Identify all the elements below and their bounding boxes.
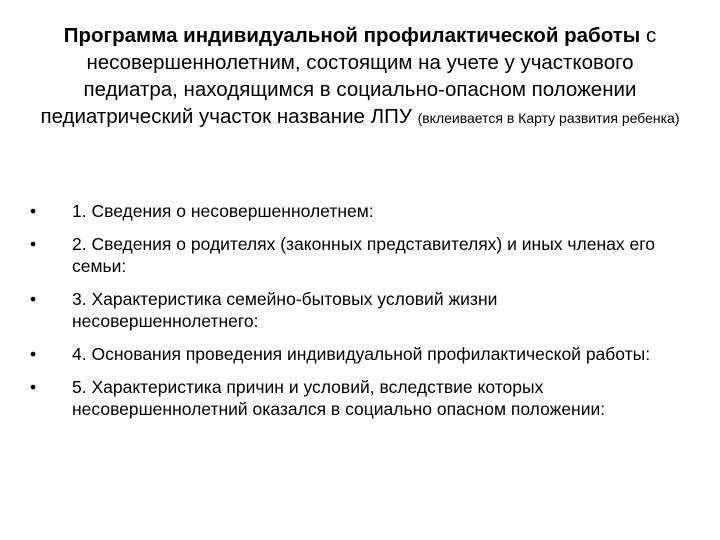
bullet-icon: • — [30, 377, 37, 397]
list-item-text: 5. Характеристика причин и условий, вследствие которых несовершеннолетний оказался в социально опасном положении: — [72, 377, 606, 419]
list-item-text: 2. Сведения о родителях (законных представителях) и иных членах его семьи: — [72, 234, 655, 276]
list-item — [30, 233, 680, 277]
list-item — [30, 200, 680, 222]
title-note: (вклеивается в Карту развития ребенка) — [417, 110, 680, 126]
bullet-icon: • — [30, 344, 37, 364]
slide-title — [40, 22, 680, 132]
list-item — [30, 376, 680, 420]
bullet-list — [30, 200, 680, 431]
list-item-text: 3. Характеристика семейно-бытовых условий жизни несовершеннолетнего: — [72, 289, 498, 331]
title-regular-part: с несовершеннолетним, состоящим на учете у участкового педиатра, находящимся в социально-опасном положении педиатрический участок название ЛПУ — [40, 24, 657, 128]
title-bold-part: Программа индивидуальной профилактической работы — [63, 24, 641, 47]
bullet-icon: • — [30, 289, 37, 309]
list-item-text: 4. Основания проведения индивидуальной профилактической работы: — [72, 344, 651, 364]
bullet-icon: • — [30, 234, 37, 254]
list-item — [30, 288, 680, 332]
bullet-icon: • — [30, 201, 37, 221]
list-item — [30, 343, 680, 365]
list-item-text: 1. Сведения о несовершеннолетнем: — [72, 201, 374, 221]
